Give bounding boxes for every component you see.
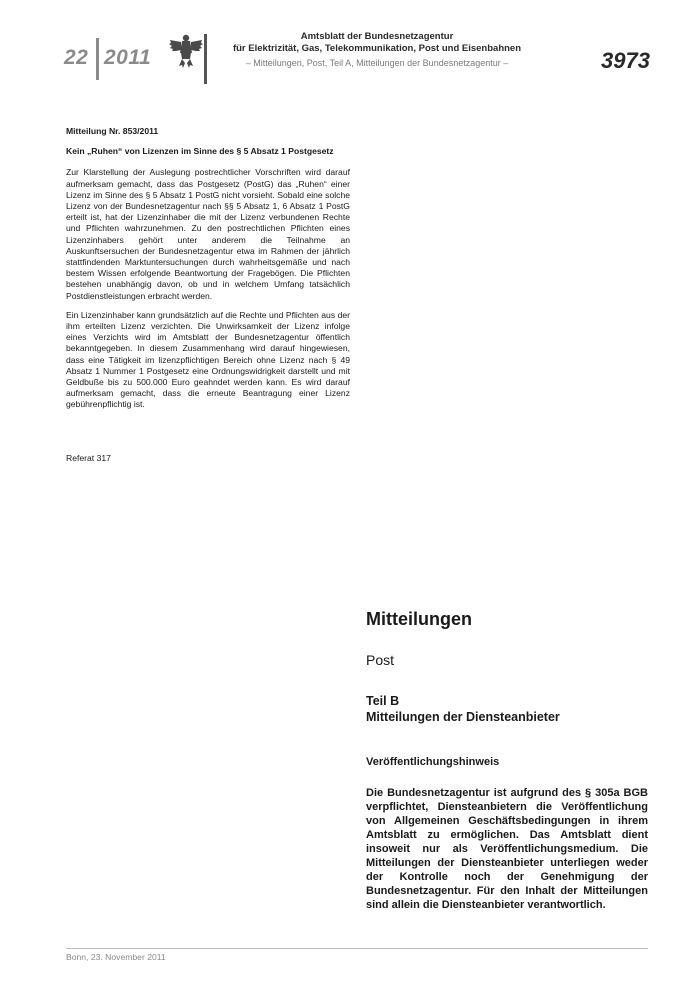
- paragraph-2: Ein Lizenzinhaber kann grundsätzlich auf die Rechte und Pflichten aus der ihm erteilten Lizenz verzichten. Die Unwirksamkeit der Lizenz infolge eines Verzichts wird im Amtsblatt der Bundesnetzagentur öffentlich bekanntgegeben. In diesem Zusammenhang wird darauf hingewiesen, dass eine Tätigkeit im lizenzpflichtigen Bereich ohne Lizenz nach § 49 Absatz 1 Nummer 1 Postgesetz eine Ordnungswidrigkeit darstellt und mit Geldbuße bis zu 500.000 Euro geahndet werden kann. Es wird darauf aufmerksam gemacht, dass die erneute Beantragung einer Lizenz gebührenpflichtig ist.: [66, 309, 350, 410]
- issue-year: 2011: [104, 46, 152, 69]
- department-reference: Referat 317: [66, 453, 111, 463]
- left-column: [66, 126, 350, 419]
- publication-title: [232, 31, 522, 55]
- right-column: [366, 608, 648, 912]
- paragraph-1: Zur Klarstellung der Auslegung postrechtlicher Vorschriften wird darauf aufmerksam gemacht, dass das Postgesetz (PostG) das „Ruhen“ einer Lizenz im Sinne des § 5 Absatz 1 PostG nicht vorsieht. Sobald eine solche Lizenz von der Bundesnetzagentur nach §§ 5 Absatz 1, 6 Absatz 1 PostG erteilt ist, hat der Lizenzinhaber die mit der Lizenz verbundenen Rechte und Pflichten wahrzunehmen. Zu den postrechtlichen Pflichten eines Lizenzinhabers gehört unter anderem die Teilnahme an Auskunftsersuchen der Bundesnetzagentur etwa im Rahmen der jährlich stattfindenden Marktuntersuchungen durch wahrheitsgemäße und nach bestem Wissen erfolgende Beantwortung der Fragebögen. Die Pflichten bestehen unabhängig davon, ob und in welchem Umfang tatsächlich Postdienstleistungen erbracht werden.: [66, 167, 350, 301]
- page-number: 3973: [601, 48, 650, 73]
- part-title-line1: Teil B: [366, 694, 400, 708]
- part-title: [366, 693, 648, 725]
- publication-notice-heading: Veröffentlichungshinweis: [366, 756, 500, 768]
- section-title: Mitteilungen: [366, 609, 472, 629]
- footer-divider: [66, 948, 648, 949]
- issue-divider: [96, 38, 99, 80]
- footer-place-date: Bonn, 23. November 2011: [66, 952, 166, 962]
- notice-heading: Kein „Ruhen“ von Lizenzen im Sinne des § 5 Absatz 1 Postgesetz: [66, 146, 334, 157]
- part-title-line2: Mitteilungen der Diensteanbieter: [366, 710, 560, 724]
- header-divider: [204, 34, 207, 84]
- publication-subtitle: – Mitteilungen, Post, Teil A, Mitteilungen der Bundesnetzagentur –: [245, 58, 509, 68]
- federal-eagle-icon: [168, 32, 204, 70]
- publication-notice-text: Die Bundesnetzagentur ist aufgrund des § 305a BGB verpflichtet, Diensteanbietern die Veröffentlichung von Allgemeinen Geschäftsbedingungen in ihrem Amtsblatt zu ermöglichen. Das Amtsblatt dient insoweit nur als Veröffentlichungsmedium. Die Mitteilungen der Diensteanbieter unterliegen weder der Kontrolle noch der Genehmigung der Bundesnetzagentur. Für den Inhalt der Mitteilungen sind allein die Diensteanbieter verantwortlich.: [366, 787, 648, 911]
- section-subtitle: Post: [366, 652, 395, 668]
- notice-number: Mitteilung Nr. 853/2011: [66, 126, 159, 136]
- issue-number: 22: [64, 46, 89, 69]
- publication-title-line2: für Elektrizität, Gas, Telekommunikation, Post und Eisenbahnen: [232, 43, 522, 54]
- publication-title-line1: Amtsblatt der Bundesnetzagentur: [300, 31, 454, 42]
